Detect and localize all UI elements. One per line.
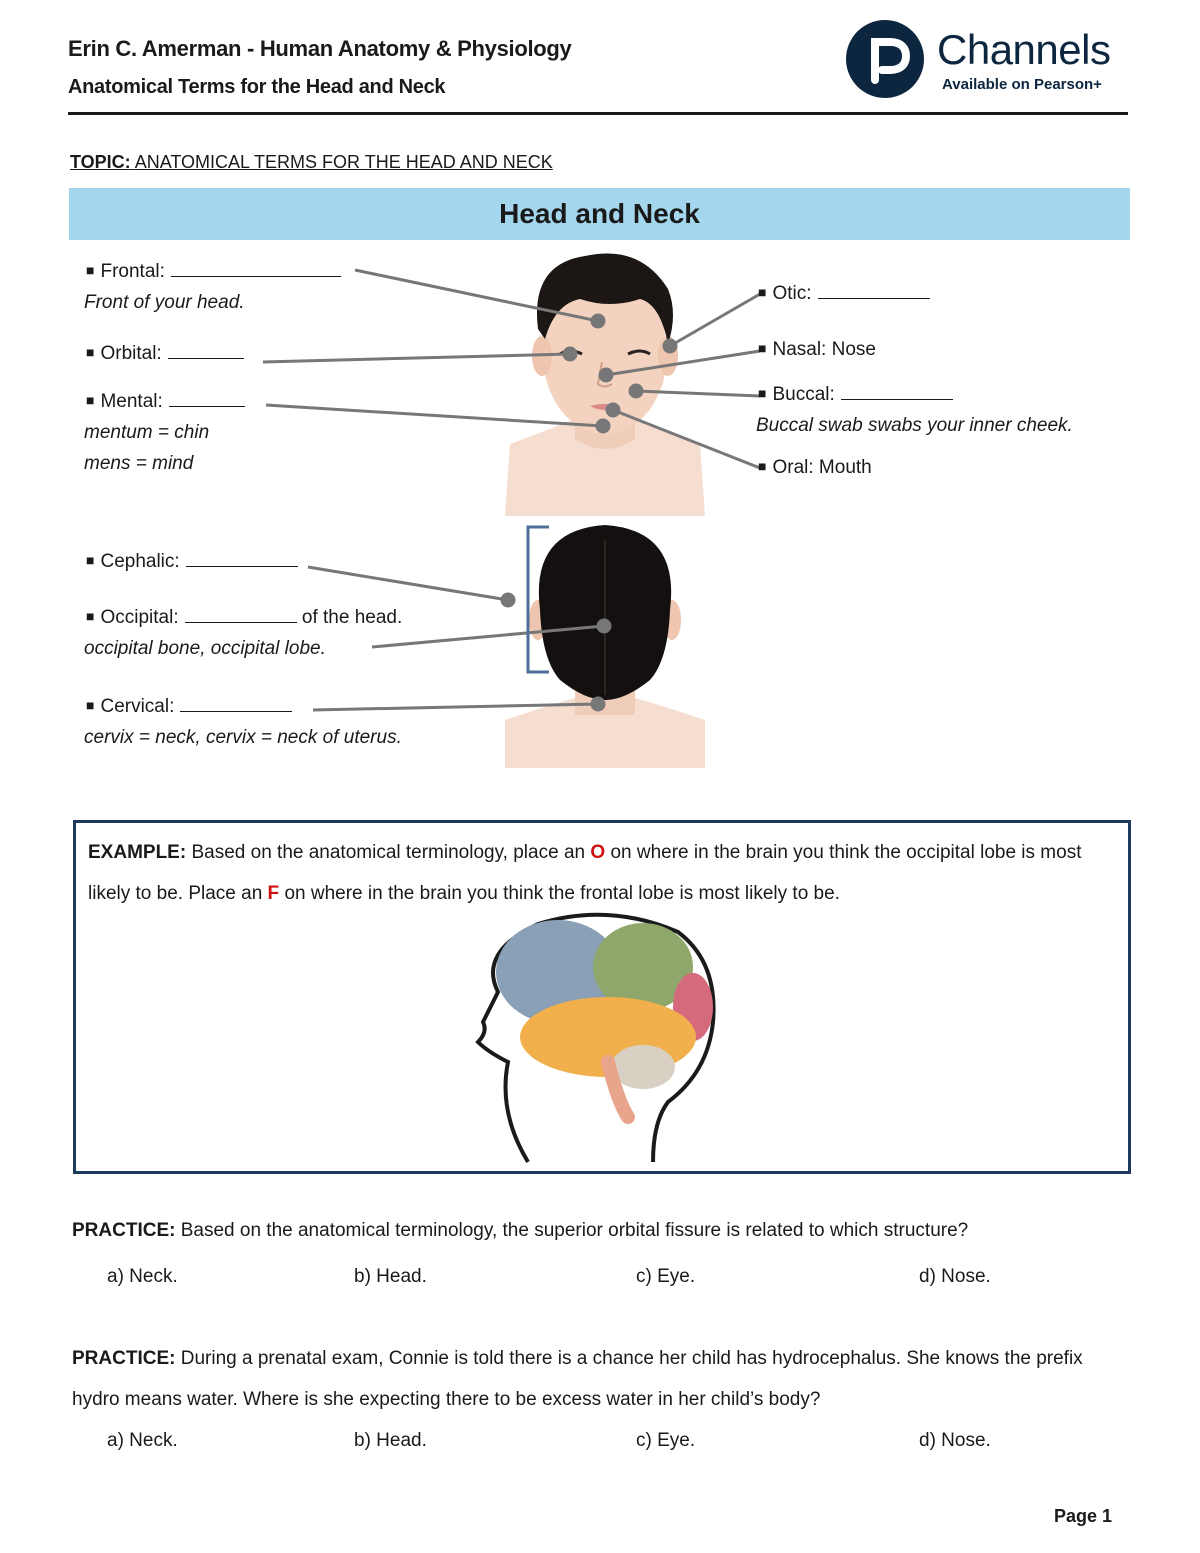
occipital-suffix: of the head.: [301, 607, 403, 628]
occipital-answer-blank[interactable]: [185, 608, 297, 623]
cephalic-label: Cephalic:: [100, 551, 180, 572]
example-letter-f: F: [267, 883, 280, 904]
practice-1-question: [72, 1210, 1132, 1251]
practice-1-option-a[interactable]: a) Neck.: [107, 1266, 178, 1287]
mental-answer-blank[interactable]: [169, 392, 245, 407]
cervical-leader-line: [313, 704, 598, 710]
topic-text: ANATOMICAL TERMS FOR THE HEAD AND NECK: [134, 152, 553, 172]
bullet-square-icon: ■: [86, 344, 95, 360]
practice-2-option-d[interactable]: d) Nose.: [919, 1430, 991, 1451]
practice-2-label: PRACTICE:: [72, 1348, 176, 1369]
orbital-dot: [564, 348, 576, 360]
buccal-leader-line: [636, 391, 760, 396]
buccal-answer-blank[interactable]: [841, 385, 953, 400]
orbital-label: Orbital:: [100, 343, 162, 364]
mental-note-mind: mens = mind: [84, 453, 194, 474]
example-text: [88, 832, 1118, 914]
occipital-note: occipital bone, occipital lobe.: [84, 638, 326, 659]
orbital-term: [86, 343, 244, 365]
frontal-term: [86, 261, 341, 283]
mental-term: [86, 391, 245, 413]
occipital-leader-line: [372, 626, 604, 647]
example-letter-o: O: [590, 842, 606, 863]
channels-logo-subtitle: Available on Pearson+: [942, 76, 1102, 93]
section-banner: Head and Neck: [69, 188, 1130, 240]
practice-2-option-b[interactable]: b) Head.: [354, 1430, 427, 1451]
bullet-square-icon: ■: [86, 608, 95, 624]
cervical-dot: [592, 698, 604, 710]
mental-note-chin: mentum = chin: [84, 422, 210, 443]
cephalic-term: [86, 551, 298, 573]
cervical-answer-blank[interactable]: [180, 697, 292, 712]
bullet-square-icon: ■: [86, 697, 95, 713]
bullet-square-icon: ■: [86, 392, 95, 408]
example-text-b: on where in the brain you think the occipital lobe is most likely to be. Place an: [88, 842, 1082, 904]
practice-2-question: [72, 1338, 1102, 1420]
frontal-label: Frontal:: [100, 261, 165, 282]
orbital-leader-line: [263, 354, 570, 362]
buccal-label: Buccal:: [772, 384, 835, 405]
otic-dot: [664, 340, 676, 352]
otic-leader-line: [670, 294, 760, 346]
example-label: EXAMPLE:: [88, 842, 187, 863]
practice-2-option-c[interactable]: c) Eye.: [636, 1430, 696, 1451]
frontal-dot: [592, 315, 604, 327]
nasal-dot: [600, 369, 612, 381]
worksheet-title: Anatomical Terms for the Head and Neck: [68, 76, 446, 98]
bullet-square-icon: ■: [758, 385, 767, 401]
oral-term: [758, 457, 872, 479]
example-text-a: Based on the anatomical terminology, place an: [191, 842, 586, 863]
page-number: Page 1: [1053, 1506, 1112, 1526]
buccal-note: Buccal swab swabs your inner cheek.: [756, 415, 1073, 436]
cephalic-dot: [502, 594, 514, 606]
cervical-note: cervix = neck, cervix = neck of uterus.: [84, 727, 402, 748]
occipital-term: [86, 607, 402, 629]
mental-leader-line: [266, 405, 603, 426]
example-text-c: on where in the brain you think the frontal lobe is most likely to be.: [284, 883, 840, 904]
oral-label: Oral: Mouth: [772, 457, 872, 478]
frontal-leader-line: [355, 270, 598, 321]
oral-dot: [607, 404, 619, 416]
bullet-square-icon: ■: [758, 284, 767, 300]
buccal-dot: [630, 385, 642, 397]
bullet-square-icon: ■: [86, 552, 95, 568]
buccal-term: [758, 384, 953, 406]
bullet-square-icon: ■: [758, 458, 767, 474]
nasal-term: [758, 339, 876, 361]
practice-2-text: During a prenatal exam, Connie is told there is a chance her child has hydrocephalus. She knows the prefix hydro means water. Where is she expecting there to be excess water in her child’s body?: [72, 1348, 1083, 1410]
bullet-square-icon: ■: [86, 262, 95, 278]
cephalic-leader-line: [308, 567, 508, 600]
mental-label: Mental:: [100, 391, 163, 412]
occipital-label: Occipital:: [100, 607, 179, 628]
oral-leader-line: [613, 410, 760, 468]
practice-2-option-a[interactable]: a) Neck.: [107, 1430, 178, 1451]
otic-answer-blank[interactable]: [818, 284, 930, 299]
occipital-dot: [598, 620, 610, 632]
channels-logo-text: Channels: [937, 26, 1111, 73]
practice-1-label: PRACTICE:: [72, 1220, 176, 1241]
course-title: Erin C. Amerman - Human Anatomy & Physiology: [68, 36, 572, 61]
mental-dot: [597, 420, 609, 432]
head-bracket: [528, 527, 549, 672]
topic-label: TOPIC:: [70, 152, 131, 172]
otic-label: Otic:: [772, 283, 812, 304]
frontal-note: Front of your head.: [84, 292, 245, 313]
nasal-leader-line: [606, 351, 760, 375]
bullet-square-icon: ■: [758, 340, 767, 356]
orbital-answer-blank[interactable]: [168, 344, 244, 359]
cephalic-answer-blank[interactable]: [186, 552, 298, 567]
practice-1-option-b[interactable]: b) Head.: [354, 1266, 427, 1287]
nasal-label: Nasal: Nose: [772, 339, 876, 360]
otic-term: [758, 283, 930, 305]
practice-1-text: Based on the anatomical terminology, the superior orbital fissure is related to which structure?: [180, 1220, 969, 1241]
practice-1-option-d[interactable]: d) Nose.: [919, 1266, 991, 1287]
practice-1-option-c[interactable]: c) Eye.: [636, 1266, 696, 1287]
cervical-term: [86, 696, 292, 718]
cervical-label: Cervical:: [100, 696, 175, 717]
frontal-answer-blank[interactable]: [171, 262, 341, 277]
